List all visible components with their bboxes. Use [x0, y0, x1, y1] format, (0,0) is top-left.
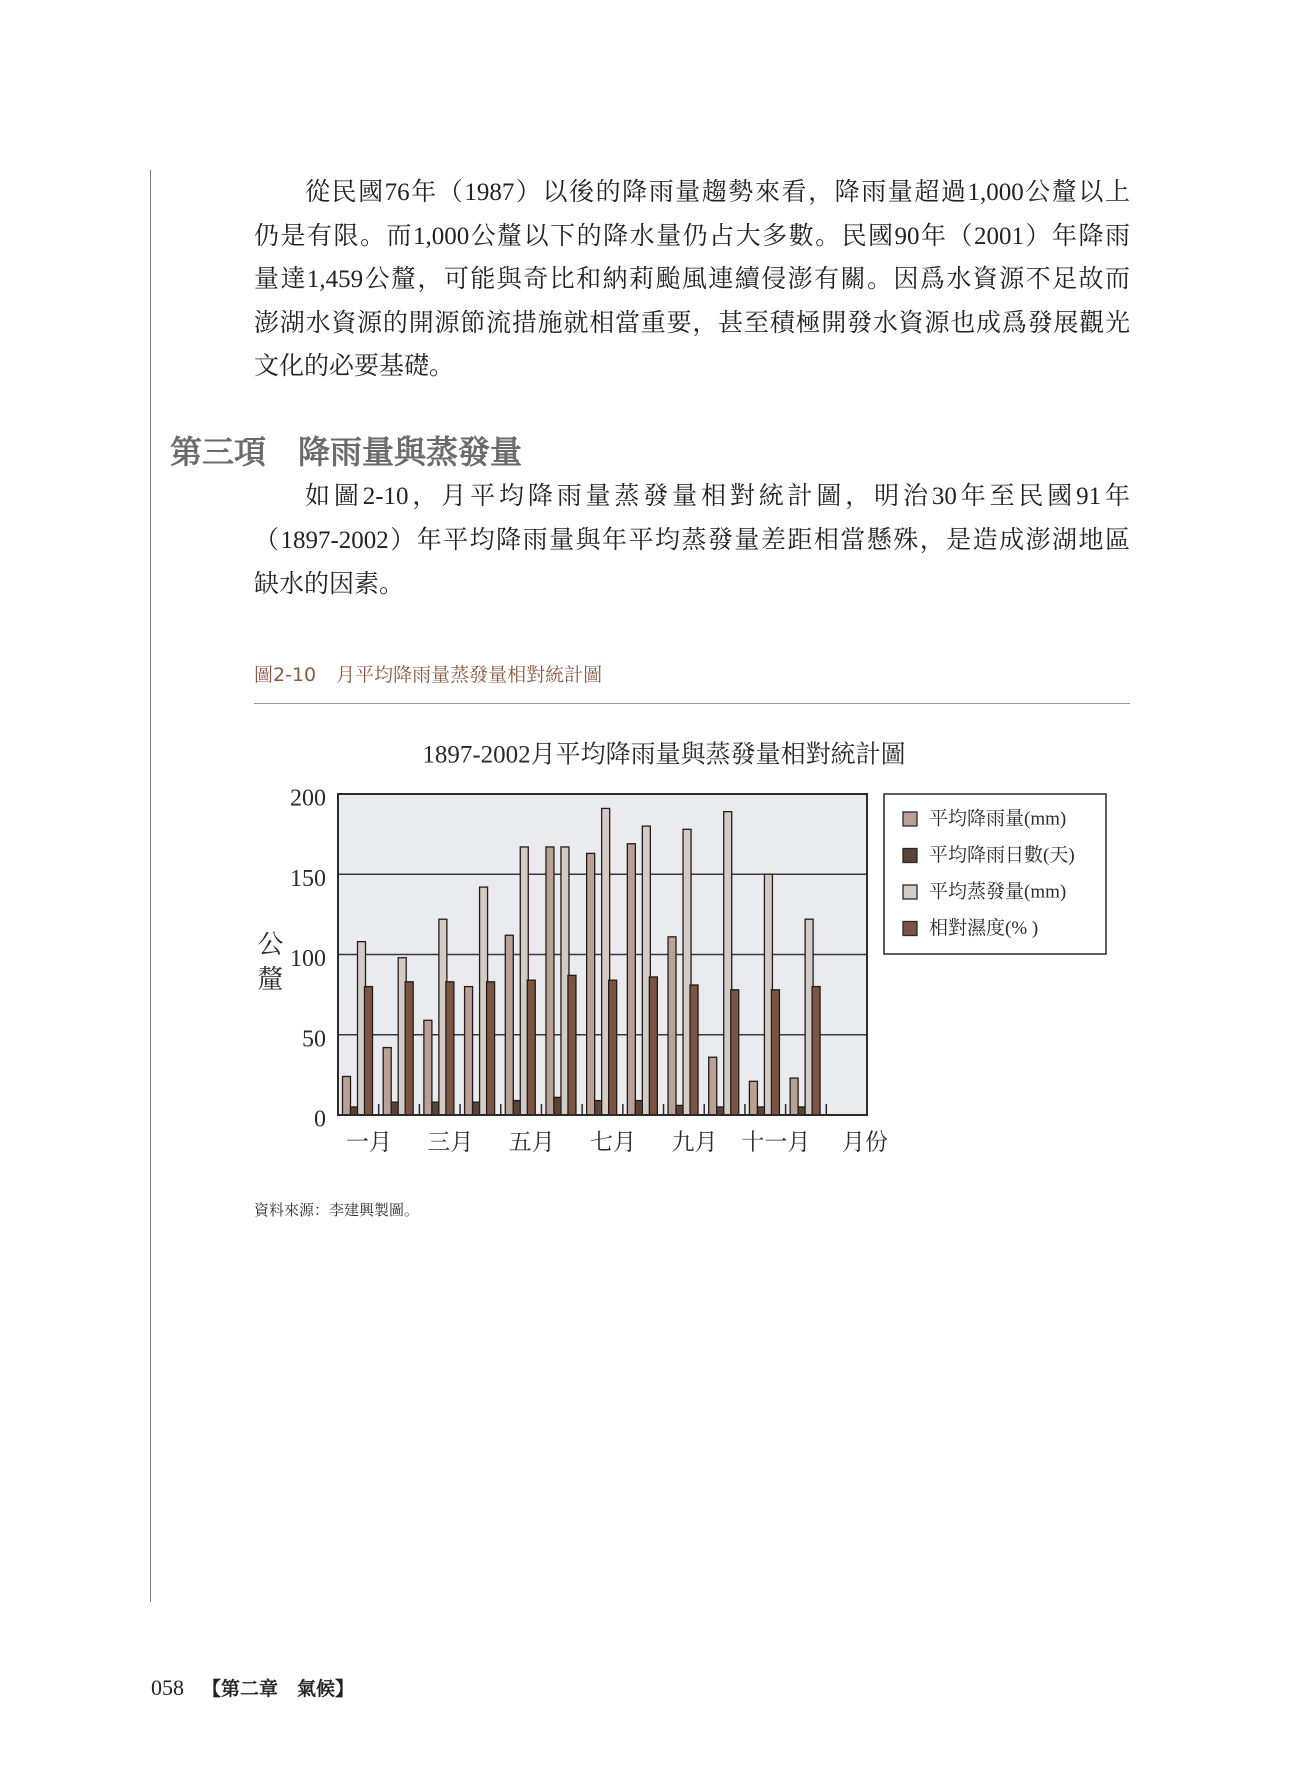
bar-humidity-month-12	[812, 987, 820, 1115]
bar-humidity-month-5	[527, 980, 535, 1115]
chart-title: 1897-2002月平均降雨量與蒸發量相對統計圖	[422, 741, 906, 769]
bar-rainfall-month-11	[749, 1081, 757, 1115]
margin-rule	[150, 170, 151, 1602]
legend-item-rain-days	[903, 844, 1075, 866]
x-tick-label: 九月	[671, 1129, 718, 1155]
bar-humidity-month-9	[690, 985, 698, 1115]
x-tick-label: 一月	[346, 1129, 392, 1155]
bar-humidity-month-3	[446, 982, 454, 1115]
y-tick-labels	[290, 786, 326, 1133]
bar-rainfall-month-6	[546, 847, 554, 1115]
legend	[884, 794, 1106, 954]
chapter-title: 【第二章 氣候】	[202, 1679, 355, 1700]
bar-rainfall-month-7	[587, 853, 595, 1115]
legend-label: 平均降雨日數(天)	[929, 844, 1075, 866]
y-tick-label: 200	[290, 785, 326, 812]
bar-humidity-month-11	[771, 990, 779, 1115]
bar-humidity-month-8	[649, 977, 657, 1115]
paragraph-line: 如圖2-10，月平均降雨量蒸發量相對統計圖，明治30年至民國91年	[305, 483, 1130, 510]
legend-label: 平均蒸發量(mm)	[929, 881, 1067, 903]
caption-divider	[254, 703, 1130, 704]
paragraph-line: 缺水的因素。	[254, 571, 405, 598]
paragraph-line: 仍是有限。而1,000公釐以下的降水量仍占大多數。民國90年（2001）年降雨	[254, 222, 1130, 250]
bar-rainfall-month-1	[343, 1076, 351, 1115]
legend-swatch	[903, 812, 917, 826]
figure-caption	[254, 662, 602, 688]
legend-swatch	[903, 922, 917, 936]
figure-source: 資料來源：李建興製圖。	[254, 1201, 420, 1219]
bar-humidity-month-2	[405, 982, 413, 1115]
legend-swatch	[903, 885, 917, 899]
bar-rainfall-month-3	[424, 1020, 432, 1115]
page-footer	[151, 1675, 354, 1703]
bar-rainfall-month-10	[709, 1057, 717, 1115]
paragraph-line: 量達1,459公釐，可能與奇比和納莉颱風連續侵澎有關。因爲水資源不足故而	[254, 266, 1130, 293]
bar-humidity-month-7	[609, 980, 617, 1115]
y-tick-label: 0	[314, 1106, 326, 1133]
paragraph-rainfall-trend	[254, 171, 1130, 389]
y-tick-label: 100	[290, 946, 326, 973]
bar-humidity-month-4	[487, 982, 495, 1115]
bar-humidity-month-6	[568, 975, 576, 1115]
bar-humidity-month-1	[365, 987, 373, 1115]
figure-number: 圖2-10	[254, 664, 317, 686]
page-number: 058	[151, 1675, 184, 1700]
legend-label: 平均降雨量(mm)	[929, 808, 1067, 830]
x-tick-label: 五月	[508, 1129, 555, 1155]
bar-rainfall-month-8	[627, 844, 635, 1115]
bar-chart	[220, 730, 1120, 1170]
bar-rainfall-month-2	[383, 1048, 391, 1115]
paragraph-line: 文化的必要基礎。	[254, 353, 455, 380]
x-tick-label: 七月	[590, 1129, 637, 1155]
y-tick-label: 150	[290, 865, 326, 892]
legend-label: 相對濕度(% )	[929, 917, 1039, 939]
figure-title: 月平均降雨量蒸發量相對統計圖	[336, 664, 603, 686]
paragraph-line: 從民國76年（1987）以後的降雨量趨勢來看，降雨量超過1,000公釐以上	[305, 179, 1130, 206]
paragraph-rainfall-evaporation	[254, 475, 1130, 607]
x-tick-label: 三月	[427, 1129, 474, 1155]
x-tick-label: 十一月	[741, 1129, 811, 1155]
legend-swatch	[903, 849, 917, 863]
section-heading: 第三項 降雨量與蒸發量	[170, 433, 523, 471]
y-tick-label: 50	[302, 1026, 326, 1053]
paragraph-line: 澎湖水資源的開源節流措施就相當重要，甚至積極開發水資源也成爲發展觀光	[254, 309, 1130, 337]
bar-rainfall-month-9	[668, 937, 676, 1115]
y-axis-label: 公釐	[254, 930, 283, 1000]
paragraph-line: （1897-2002）年平均降雨量與年平均蒸發量差距相當懸殊，是造成澎湖地區	[254, 527, 1130, 554]
x-tick-labels	[346, 1129, 888, 1154]
x-axis-label: 月份	[841, 1129, 888, 1155]
bar-humidity-month-10	[731, 990, 739, 1115]
bar-rainfall-month-5	[505, 935, 513, 1115]
bar-rainfall-month-12	[790, 1078, 798, 1115]
bar-rainfall-month-4	[465, 987, 473, 1115]
